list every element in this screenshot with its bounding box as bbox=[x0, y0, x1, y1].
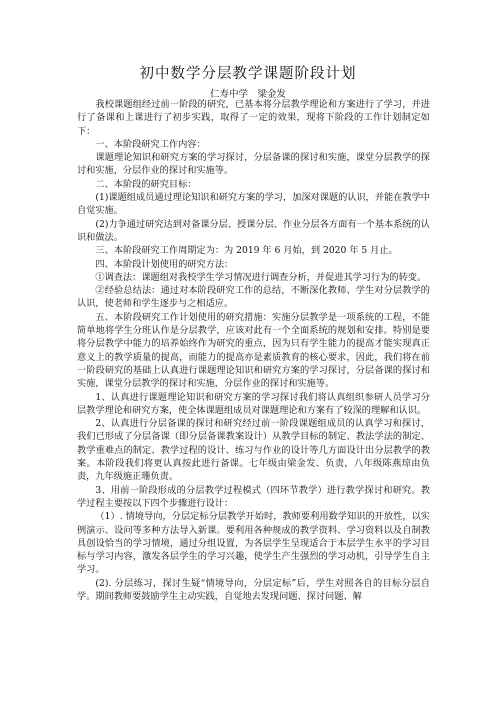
paragraph: ①调查法：课题组对我校学生学习情况进行调查分析，并促进其学习行为的转变。 bbox=[95, 271, 427, 283]
paragraph: ②经验总结法：通过对本阶段研究工作的总结，不断深化教师、学生对分层教学的认识，使老师和学生逐步与之相适应。 bbox=[77, 285, 430, 310]
paragraph-intro: 我校课题组经过前一阶段的研究，已基本将分层教学理论和方案进行了学习，并进行了备课和上课进行了初步实践，取得了一定的效果，现将下阶段的工作计划制定如下： bbox=[77, 99, 430, 137]
paragraph: 课题理论知识和研究方案的学习探讨，分层备课的探讨和实施，课堂分层教学的探讨和实施，分层作业的探讨和实施等。 bbox=[77, 152, 430, 177]
section-heading-1: 一、本阶段研究工作内容： bbox=[95, 138, 206, 150]
paragraph: 2、认真进行分层备课的探讨和研究经过前一阶段课题组成员的认真学习和探讨，我们已形成了分层备课（即分层备课教案设计）从教学目标的制定、教法学法的制定、教学重难点的制定、教学过程的设计、练习与作业的设计等几方面设计出分层教学的教案。本阶段我们将更认真按此进行备课。七年级由梁金发、负责，八年级陈燕琼由负责，九年级施正珊负责。 bbox=[77, 418, 430, 483]
author-byline: 仁寿中学 梁金发 bbox=[209, 89, 286, 100]
paragraph: (2). 分层练习，探讨生疑“情境导向，分层定标”后，学生对照各自的目标分层自学。期间教师要鼓励学生主动实践，自觉地去发现问题、探讨问题、解 bbox=[77, 577, 430, 602]
section-heading-3: 三、本阶段研究工作周期定为：为 2019 年 6 月始，到 2020 年 5 月止。 bbox=[95, 245, 398, 257]
section-paragraph-5: 五、本阶段研究工作计划使用的研究措施：实施分层教学是一项系统的工程，不能简单地将学生分班认作是分层教学，应该对此有一个全面系统的规划和安排。特别是要将分层教学中能力的培养始终作为研究的重点，因为只有学生能力的提高才能实现真正意义上的教学质量的提高，而能力的提高亦是素质教育的核心要求，因此，我们将在前一阶段研究的基础上认真进行课题理论知识和研究方案的学习探讨，分层备课的探讨和实施，课堂分层教学的探讨和实施，分层作业的探讨和实施等。 bbox=[77, 311, 430, 390]
section-heading-4: 四、本阶段计划使用的研究方法： bbox=[95, 258, 234, 270]
paragraph: (2)力争通过研究达到对备课分层、授课分层、作业分层各方面有一个基本系统的认识和做法。 bbox=[77, 218, 430, 243]
section-heading-2: 二、本阶段的研究目标： bbox=[95, 178, 197, 190]
paragraph: （1）. 情境导向，分层定标分层教学开始时，教师要利用数学知识的开放性，以实例演示、设问等多种方法导入新课。要利用各种规成的教学资料、学习资料以及自制教具创设恰当的学习情境，通过分组设置，为各层学生呈现适合于本层学生水平的学习目标与学习内容，激发各层学生的学习兴趣，使学生产生强烈的学习动机，引导学生自主学习。 bbox=[77, 511, 430, 576]
document-title: 初中数学分层教学课题阶段计划 bbox=[139, 66, 357, 82]
paragraph: 3、用前一阶段形成的分层教学过程模式（四环节教学）进行教学探讨和研究。教学过程主要按以下四个步骤进行设计： bbox=[77, 484, 430, 509]
document-body bbox=[77, 98, 430, 603]
paragraph: (1)课题组成员通过理论知识和研究方案的学习，加深对课题的认识，并能在教学中自觉实施。 bbox=[77, 192, 430, 217]
paragraph: 1、认真进行课题理论知识和研究方案的学习探讨我们将认真组织参研人员学习分层教学理论和研究方案，使全体课题组成员对课题理论和方案有了较深的理解和认识。 bbox=[77, 391, 430, 416]
